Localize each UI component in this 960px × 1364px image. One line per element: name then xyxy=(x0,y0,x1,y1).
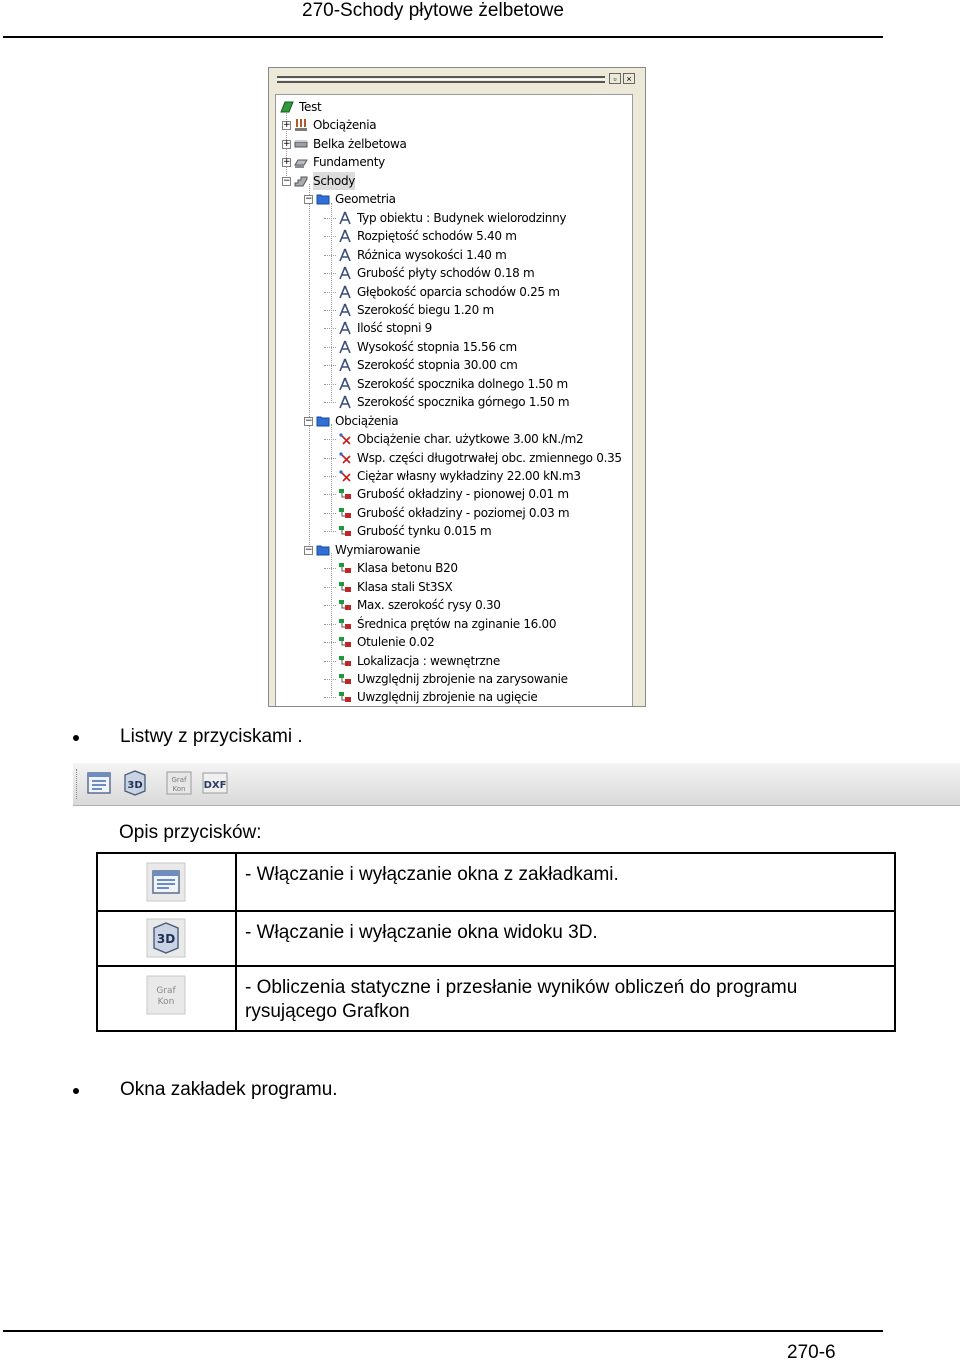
tree-node[interactable] xyxy=(276,652,632,670)
tree-connector xyxy=(324,236,336,237)
tree-node-label: Grubość tynku 0.015 m xyxy=(357,524,492,539)
tree-connector xyxy=(324,384,336,385)
tree-connector xyxy=(324,661,336,662)
tree-node[interactable] xyxy=(276,670,632,688)
tree-connector xyxy=(324,328,336,329)
tree-node[interactable] xyxy=(276,393,632,411)
table-text-cell: - Włączanie i wyłączanie okna widoku 3D. xyxy=(236,911,895,966)
tree-node-label: Typ obiektu : Budynek wielorodzinny xyxy=(357,210,567,225)
tree-node-label: Uwzględnij zbrojenie na ugięcie xyxy=(357,690,538,705)
bullet-dot xyxy=(73,735,79,741)
tree-node-label: Szerokość stopnia 30.00 cm xyxy=(357,358,518,373)
tree-node-label: Klasa stali St3SX xyxy=(357,579,453,594)
folder-icon xyxy=(316,414,330,428)
tree-node-label: Ilość stopni 9 xyxy=(357,321,432,336)
tree-node[interactable] xyxy=(276,153,632,171)
table-row xyxy=(97,911,895,966)
tree-node-label: Geometria xyxy=(335,192,396,207)
tree-node[interactable] xyxy=(276,504,632,522)
expand-icon[interactable]: + xyxy=(283,120,291,131)
tree-connector xyxy=(324,292,336,293)
svg-text:Graf: Graf xyxy=(156,986,176,996)
compass-icon xyxy=(338,211,352,225)
tree-connector xyxy=(324,531,336,532)
expand-icon[interactable]: + xyxy=(283,157,291,168)
load-value-icon xyxy=(338,469,352,483)
tree-connector xyxy=(324,458,336,459)
tree-connector xyxy=(324,605,336,606)
tree-node-label: Obciążenie char. użytkowe 3.00 kN./m2 xyxy=(357,432,584,447)
tree-scrollbar[interactable] xyxy=(633,94,645,707)
tree-node[interactable] xyxy=(276,209,632,227)
tree-node-label: Rozpiętość schodów 5.40 m xyxy=(357,229,517,244)
stairs-icon xyxy=(294,174,308,188)
tree-node[interactable] xyxy=(276,301,632,319)
tree-connector xyxy=(324,218,336,219)
tree-node-label: Belka żelbetowa xyxy=(313,136,407,151)
param-icon xyxy=(338,672,352,686)
tree-node[interactable] xyxy=(276,596,632,614)
tree-node[interactable] xyxy=(276,356,632,374)
table-row xyxy=(97,966,895,1031)
table-icon-cell xyxy=(97,853,236,911)
tree-node-label: Grubość płyty schodów 0.18 m xyxy=(357,266,535,281)
buttons-description-table xyxy=(96,852,896,1032)
project-tree-window xyxy=(268,67,646,707)
tree-node[interactable] xyxy=(276,264,632,282)
table-row xyxy=(97,853,895,911)
tree-node-label: Szerokość spocznika dolnego 1.50 m xyxy=(357,376,568,391)
foundation-icon xyxy=(294,155,308,169)
3d-icon-text: 3D xyxy=(127,780,143,791)
param-icon xyxy=(338,524,352,538)
tree-node-label: Ciężar własny wykładziny 22.00 kN.m3 xyxy=(357,469,581,483)
tree-node-label: Grubość okładziny - pionowej 0.01 m xyxy=(357,487,569,502)
param-icon xyxy=(338,506,352,520)
tree-connector xyxy=(324,624,336,625)
tree-node-label: Grubość okładziny - poziomej 0.03 m xyxy=(357,505,570,520)
tree-node[interactable] xyxy=(276,559,632,577)
toolbar-grip[interactable] xyxy=(76,769,80,799)
tree-node-label: Max. szerokość rysy 0.30 xyxy=(357,598,501,613)
expand-icon[interactable]: + xyxy=(283,138,291,149)
tree-connector xyxy=(324,365,336,366)
tree-node-label: Średnica prętów na zginanie 16.00 xyxy=(357,616,557,631)
tree-connector xyxy=(324,568,336,569)
tree-node[interactable] xyxy=(276,449,632,467)
3d-icon-text: 3D xyxy=(156,932,176,946)
tree-node-label: Szerokość biegu 1.20 m xyxy=(357,302,494,317)
window-tabs-icon[interactable] xyxy=(85,769,113,797)
param-icon xyxy=(338,580,352,594)
compass-icon xyxy=(338,303,352,317)
tree-node-label: Obciążenia xyxy=(313,118,377,133)
tree-node-label: Lokalizacja : wewnętrzne xyxy=(357,653,500,668)
compass-icon xyxy=(338,340,352,354)
tree-node-label: Obciążenia xyxy=(335,413,399,428)
tree-node-label: Schody xyxy=(313,173,356,188)
tree-connector xyxy=(324,476,336,477)
param-icon xyxy=(338,690,352,704)
compass-icon xyxy=(338,358,352,372)
tree-node[interactable] xyxy=(276,338,632,356)
svg-text:Kon: Kon xyxy=(172,785,186,793)
main-toolbar xyxy=(73,763,960,806)
bullet-text: Listwy z przyciskami . xyxy=(120,726,303,747)
table-icon-cell xyxy=(97,966,236,1031)
compass-icon xyxy=(338,248,352,262)
table-text-cell: - Włączanie i wyłączanie okna z zakładkami. xyxy=(236,853,895,911)
tree-node-label: Test xyxy=(299,100,322,114)
tree-node[interactable] xyxy=(276,98,632,116)
tree-node[interactable] xyxy=(276,688,632,706)
param-icon xyxy=(338,654,352,668)
tree-node[interactable] xyxy=(276,615,632,633)
tree-node-label: Wsp. części długotrwałej obc. zmiennego 0.35 xyxy=(357,450,622,465)
tree-node[interactable] xyxy=(276,375,632,393)
load-value-icon xyxy=(338,432,352,446)
compass-icon xyxy=(338,266,352,280)
tree-connector xyxy=(324,513,336,514)
3d-icon xyxy=(146,918,186,958)
buttons-description-heading: Opis przycisków: xyxy=(119,822,262,843)
tree-node[interactable] xyxy=(276,227,632,245)
project-icon xyxy=(280,100,294,114)
loads-icon xyxy=(294,118,308,132)
restore-icon[interactable]: ▫ xyxy=(609,73,621,84)
collapse-icon[interactable]: − xyxy=(305,544,313,555)
folder-icon xyxy=(316,543,330,557)
tree-connector xyxy=(324,494,336,495)
tree-node-label: Otulenie 0.02 xyxy=(357,635,435,650)
compass-icon xyxy=(338,321,352,335)
tree-node-label: Uwzględnij zbrojenie na zarysowanie xyxy=(357,671,568,686)
grafkon-icon[interactable] xyxy=(165,769,193,797)
drag-grip[interactable] xyxy=(277,76,605,83)
project-tree xyxy=(275,94,633,707)
tree-node[interactable] xyxy=(276,135,632,153)
tree-connector xyxy=(324,697,336,698)
svg-text:Kon: Kon xyxy=(157,997,175,1007)
tree-connector xyxy=(324,255,336,256)
tree-node-label: Klasa betonu B20 xyxy=(357,561,458,576)
param-icon xyxy=(338,617,352,631)
window-tabs-icon xyxy=(146,862,186,902)
beam-icon xyxy=(294,137,308,151)
param-icon xyxy=(338,487,352,501)
param-icon xyxy=(338,598,352,612)
tree-node-label: Szerokość spocznika górnego 1.50 m xyxy=(357,395,570,410)
tree-node[interactable] xyxy=(276,246,632,264)
compass-icon xyxy=(338,229,352,243)
tree-connector xyxy=(324,273,336,274)
tree-node[interactable] xyxy=(276,319,632,337)
load-value-icon xyxy=(338,451,352,465)
compass-icon xyxy=(338,285,352,299)
dxf-icon[interactable] xyxy=(201,769,229,797)
tree-node[interactable] xyxy=(276,522,632,540)
tree-node[interactable] xyxy=(276,116,632,134)
collapse-icon[interactable]: − xyxy=(305,194,313,205)
folder-icon xyxy=(316,192,330,206)
param-icon xyxy=(338,635,352,649)
collapse-icon[interactable]: − xyxy=(305,415,313,426)
tree-connector xyxy=(324,402,336,403)
tree-connector xyxy=(324,679,336,680)
page-number: 270-6 xyxy=(787,1342,836,1363)
tree-node-label: Różnica wysokości 1.40 m xyxy=(357,247,507,262)
dxf-icon-text: DXF xyxy=(203,780,227,791)
tree-node[interactable] xyxy=(276,283,632,301)
tree-window-titlebar[interactable] xyxy=(269,68,645,90)
tree-connector xyxy=(324,347,336,348)
tree-connector xyxy=(324,439,336,440)
close-icon[interactable]: × xyxy=(623,73,635,84)
header-rule xyxy=(3,36,883,38)
page-header-title: 270-Schody płytowe żelbetowe xyxy=(302,0,564,21)
compass-icon xyxy=(338,395,352,409)
tree-node[interactable] xyxy=(276,190,632,208)
3d-icon[interactable] xyxy=(121,769,149,797)
param-icon xyxy=(338,561,352,575)
tree-node[interactable] xyxy=(276,541,632,559)
table-icon-cell xyxy=(97,911,236,966)
tree-node[interactable] xyxy=(276,430,632,448)
tree-node-label: Wysokość stopnia 15.56 cm xyxy=(357,339,517,354)
bullet-dot xyxy=(73,1088,79,1094)
tree-node-label: Fundamenty xyxy=(313,155,385,170)
tree-node-label: Głębokość oparcia schodów 0.25 m xyxy=(357,284,560,299)
tree-node[interactable] xyxy=(276,578,632,596)
tree-node[interactable] xyxy=(276,485,632,503)
tree-node[interactable] xyxy=(276,412,632,430)
collapse-icon[interactable]: − xyxy=(283,175,291,186)
tree-connector xyxy=(324,642,336,643)
tree-node[interactable] xyxy=(276,633,632,651)
tree-connector xyxy=(324,310,336,311)
table-text-cell: - Obliczenia statyczne i przesłanie wyników obliczeń do programu rysującego Grafkon xyxy=(236,966,895,1031)
tree-node-label: Wymiarowanie xyxy=(335,542,421,557)
footer-rule xyxy=(3,1330,883,1332)
tree-node[interactable] xyxy=(276,172,632,190)
tree-connector xyxy=(324,587,336,588)
compass-icon xyxy=(338,377,352,391)
svg-text:Graf: Graf xyxy=(171,776,187,784)
grafkon-icon xyxy=(146,975,186,1015)
tree-node[interactable] xyxy=(276,467,632,485)
bullet-text: Okna zakładek programu. xyxy=(120,1079,338,1100)
